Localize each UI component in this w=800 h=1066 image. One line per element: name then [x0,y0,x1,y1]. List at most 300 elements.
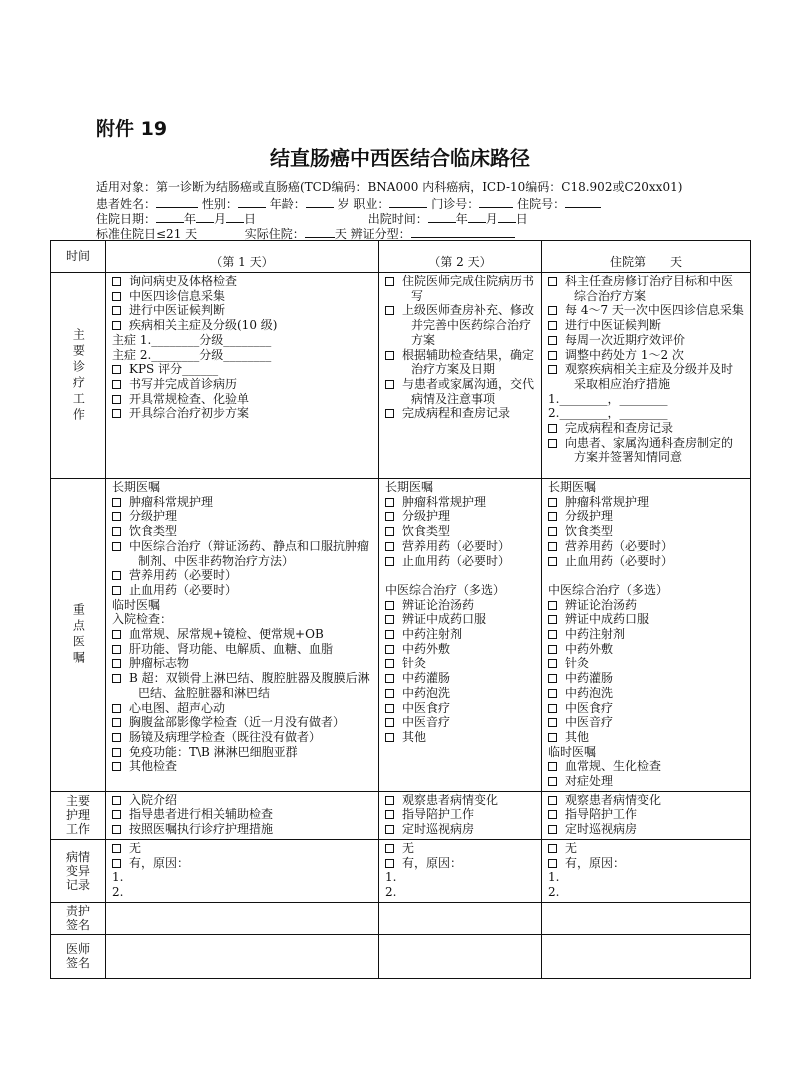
checkbox[interactable] [112,859,121,868]
item-text: 定时巡视病房 [402,822,475,837]
checklist-item [385,807,535,822]
doctor-sign-day2[interactable] [379,934,542,978]
checkbox[interactable] [548,498,557,507]
time-header: 时间 [51,241,106,273]
checkbox[interactable] [548,277,557,286]
checkbox[interactable] [385,796,394,805]
checkbox[interactable] [112,586,121,595]
days-unit: 天 [334,227,347,241]
checklist-item [112,656,372,671]
item-text: 中药泡洗 [565,685,614,700]
checklist-item [548,524,744,539]
checklist-item [112,362,372,377]
checklist-item [112,841,372,856]
checkbox[interactable] [548,777,557,786]
checkbox[interactable] [112,762,121,771]
item-text: 肠镜及病理学检查（既往没有做者） [129,729,322,744]
checklist-item [548,793,744,808]
item-text: 2.________，________ [548,406,668,421]
checklist-item [548,348,744,363]
item-text: 中药灌肠 [402,671,451,686]
doctor-sign-label: 医师签名 [51,934,106,978]
checkbox[interactable] [385,659,394,668]
checklist-item [548,774,744,789]
item-text: 开具常规检查、化验单 [129,391,250,406]
checklist-item [548,671,744,686]
checkbox[interactable] [385,512,394,521]
list-text [385,568,535,583]
checkbox[interactable] [385,718,394,727]
clinical-pathway-table [50,240,751,979]
nurse-sign-day1[interactable] [106,902,379,934]
checklist-item [112,730,372,745]
list-text [548,885,744,900]
checklist-item [548,715,744,730]
item-text: 完成病程和查房记录 [402,406,511,421]
checkbox[interactable] [548,601,557,610]
checklist-item [385,627,535,642]
checkbox[interactable] [548,674,557,683]
item-text: 有，原因： [129,855,190,870]
item-text: 1.________，________ [548,391,668,406]
item-text: 血常规、生化检查 [565,759,662,774]
checkbox[interactable] [548,424,557,433]
checkbox[interactable] [112,306,121,315]
checklist-item [385,554,535,569]
checkbox[interactable] [548,689,557,698]
item-text: 根据辅助检查结果，确定治疗方案及日期 [402,347,535,377]
checkbox[interactable] [112,365,121,374]
checklist-item [548,822,744,837]
item-text: 1. [112,870,124,885]
item-text: 血常规、尿常规+镜检、便常规+OB [129,627,324,642]
checklist-item [385,656,535,671]
checkbox[interactable] [385,557,394,566]
day-label: 日 [515,212,528,226]
patient-name-label: 患者姓名： [96,197,157,211]
item-text: 中医食疗 [565,700,614,715]
nurse-sign-dayn[interactable] [542,902,751,934]
item-text: 中药注射剂 [565,627,626,642]
checkbox[interactable] [548,527,557,536]
item-text: 进行中医证候判断 [129,303,226,318]
item-text: 主症 1.________分级________ [112,332,272,347]
checkbox[interactable] [112,810,121,819]
checkbox[interactable] [112,498,121,507]
month-label: 月 [214,212,227,226]
checkbox[interactable] [548,645,557,654]
checklist-item [385,793,535,808]
orders-dayn [542,479,751,792]
item-text: 肿瘤标志物 [129,656,190,671]
item-text: 饮食类型 [402,524,451,539]
item-text: 中医音疗 [402,715,451,730]
checkbox[interactable] [112,542,121,551]
day-label: 日 [244,212,257,226]
checklist-item [112,715,372,730]
item-text: 止血用药（必要时） [402,553,511,568]
checkbox[interactable] [112,395,121,404]
checklist-item [112,759,372,774]
checkbox[interactable] [112,718,121,727]
checklist-item [112,524,372,539]
item-text: 中药外敷 [565,641,614,656]
checklist-item [385,274,535,303]
checkbox[interactable] [112,748,121,757]
checkbox[interactable] [112,277,121,286]
gender-label: 性别： [201,197,238,211]
list-text [548,870,744,885]
checklist-item [385,856,535,871]
checklist-item [385,671,535,686]
item-text: 辨证中成药口服 [402,612,487,627]
checklist-item [385,730,535,745]
item-text: 观察疾病相关主症及分级并及时采取相应治疗措施 [565,362,734,391]
checkbox[interactable] [385,674,394,683]
item-text: 询问病史及体格检查 [129,274,238,288]
checkbox[interactable] [548,796,557,805]
item-text: 其他 [402,729,427,744]
main-work-day2 [379,273,542,479]
checkbox[interactable] [385,542,394,551]
admit-date-label: 住院日期： [96,212,157,226]
checklist-item [548,554,744,569]
variation-day2 [379,839,542,902]
checklist-item [112,583,372,598]
nursing-day2 [379,791,542,839]
checkbox[interactable] [385,844,394,853]
checklist-item [548,598,744,613]
list-text [112,885,372,900]
variation-label: 病情变异记录 [51,839,106,902]
item-text: B 超：双锁骨上淋巴结、腹腔脏器及腹膜后淋巴结、盆腔脏器和淋巴结 [129,671,370,700]
item-text: 1. [385,870,397,885]
checkbox[interactable] [385,277,394,286]
list-text [112,870,372,885]
variation-dayn [542,839,751,902]
checklist-item [112,701,372,716]
item-text: 无 [565,840,578,855]
standard-days: 标准住院日≤21 天 [96,227,198,241]
orders-day2 [379,479,542,792]
nursing-label: 主要护理工作 [51,791,106,839]
checkbox[interactable] [548,718,557,727]
main-work-dayn [542,273,751,479]
checkbox[interactable] [385,704,394,713]
checklist-item [112,568,372,583]
clinic-no-label: 门诊号： [431,197,480,211]
checklist-item [385,598,535,613]
item-text: 止血用药（必要时） [129,582,238,597]
item-text: 分级护理 [129,509,178,524]
item-text: 中医综合治疗（多选） [548,582,669,597]
checklist-item [385,495,535,510]
list-text [548,568,744,583]
item-text: 中医综合治疗（多选） [385,582,506,597]
item-text: 2. [112,884,124,899]
checkbox[interactable] [112,825,121,834]
checklist-item [112,793,372,808]
item-text: 住院医师完成住院病历书写 [402,274,535,303]
checklist-item [548,421,744,436]
item-text: 中医综合治疗（辩证汤药、静点和口服抗肿瘤制剂、中医非药物治疗方法） [129,538,370,568]
checklist-item [112,303,372,318]
item-text: 上级医师查房补充、修改并完善中医药综合治疗方案 [402,303,535,347]
checkbox[interactable] [385,859,394,868]
item-text: 饮食类型 [129,524,178,539]
item-text: KPS 评分______ [129,362,219,377]
item-text: 肿瘤科常规护理 [129,494,214,509]
checkbox[interactable] [385,689,394,698]
item-text: 开具综合治疗初步方案 [129,406,250,421]
checklist-item [112,807,372,822]
checkbox[interactable] [112,527,121,536]
checkbox[interactable] [385,409,394,418]
checklist-item [385,406,535,421]
item-text: 其他检查 [129,759,178,774]
item-text: 向患者、家属沟通科查房制定的方案并签署知情同意 [565,435,734,465]
checkbox[interactable] [112,844,121,853]
actual-days-label: 实际住院： [244,227,305,241]
syndrome-label: 辨证分型： [350,227,411,241]
checklist-item [112,274,372,289]
checkbox[interactable] [112,321,121,330]
list-text [112,598,372,613]
checkbox[interactable] [548,859,557,868]
item-text: 营养用药（必要时） [565,538,674,553]
attachment-number: 附件 19 [96,118,168,140]
checklist-item [548,318,744,333]
checkbox[interactable] [385,630,394,639]
item-text: 2. [385,884,397,899]
item-text: 中药外敷 [402,641,451,656]
item-text: 入院介绍 [129,792,178,807]
checklist-item [548,612,744,627]
checkbox[interactable] [548,704,557,713]
checklist-item [112,392,372,407]
checklist-item [548,642,744,657]
checklist-item [548,333,744,348]
checklist-item [548,436,744,465]
checkbox[interactable] [548,557,557,566]
item-text: 无 [129,840,142,855]
item-text: 对症处理 [565,774,614,789]
checklist-item [112,318,372,333]
checkbox[interactable] [385,380,394,389]
checkbox[interactable] [112,630,121,639]
item-text: 止血用药（必要时） [565,553,674,568]
checkbox[interactable] [385,351,394,360]
checklist-item [385,509,535,524]
checkbox[interactable] [385,810,394,819]
item-text: 中医食疗 [402,700,451,715]
checklist-item [385,539,535,554]
checkbox[interactable] [112,704,121,713]
checklist-item [548,686,744,701]
checklist-item [112,856,372,871]
checklist-item [112,406,372,421]
list-text [548,406,744,421]
checklist-item [112,627,372,642]
checkbox[interactable] [385,645,394,654]
item-text: 肿瘤科常规护理 [565,494,650,509]
age-unit: 岁 [337,197,350,211]
checklist-item [548,759,744,774]
checkbox[interactable] [548,306,557,315]
nursing-dayn [542,791,751,839]
checklist-item [112,509,372,524]
age-label: 年龄： [269,197,306,211]
day2-header: （第 2 天） [379,241,542,273]
checkbox[interactable] [112,512,121,521]
item-text: 长期医嘱 [112,480,161,494]
checkbox[interactable] [548,351,557,360]
checklist-item [548,730,744,745]
checklist-item [548,841,744,856]
checkbox[interactable] [548,630,557,639]
checkbox[interactable] [548,321,557,330]
applicable-target-line: 适用对象：第一诊断为结肠癌或直肠癌(TCD编码：BNA000 内科癌病，ICD-10编码：C18.902或C20xx01) [96,180,683,194]
checkbox[interactable] [385,825,394,834]
item-text: 观察患者病情变化 [565,792,662,807]
list-text [112,612,372,627]
nurse-sign-day2[interactable] [379,902,542,934]
item-text: 中医音疗 [565,715,614,730]
item-text: 每 4～7 天一次中医四诊信息采集 [565,303,744,318]
checkbox[interactable] [112,645,121,654]
checkbox[interactable] [112,674,121,683]
item-text: 定时巡视病房 [565,822,638,837]
checkbox[interactable] [548,659,557,668]
item-text: 完成病程和查房记录 [565,421,674,436]
day1-header: （第 1 天） [106,241,379,273]
item-text: 长期医嘱 [385,480,434,494]
checklist-item [112,822,372,837]
item-text: 书写并完成首诊病历 [129,376,238,391]
item-text: 进行中医证候判断 [565,318,662,333]
list-text [385,870,535,885]
list-text [385,480,535,495]
item-text: 针灸 [565,656,590,671]
checklist-item [385,612,535,627]
item-text: 长期医嘱 [548,480,597,494]
checkbox[interactable] [548,810,557,819]
item-text: 胸腹盆部影像学检查（近一月没有做者） [129,715,346,730]
checklist-item [548,856,744,871]
item-text: 指导患者进行相关辅助检查 [129,807,274,822]
list-text [112,333,372,348]
item-text: 其他 [565,729,590,744]
checkbox[interactable] [112,292,121,301]
checklist-item [385,715,535,730]
inpatient-no-label: 住院号： [517,197,566,211]
checkbox[interactable] [112,571,121,580]
item-text: 针灸 [402,656,427,671]
item-text: 辨证论治汤药 [565,597,638,612]
item-text: 无 [402,840,415,855]
checkbox[interactable] [112,409,121,418]
checkbox[interactable] [385,498,394,507]
doctor-sign-dayn[interactable] [542,934,751,978]
list-text [548,583,744,598]
item-text: 免疫功能：T\B 淋淋巴细胞亚群 [129,744,298,759]
list-text [112,348,372,363]
checkbox[interactable] [548,844,557,853]
item-text: 营养用药（必要时） [129,568,238,583]
checklist-item [385,642,535,657]
checkbox[interactable] [548,762,557,771]
item-text: 有，原因： [402,855,463,870]
checklist-item [112,745,372,760]
checkbox[interactable] [548,365,557,374]
item-text: 指导陪护工作 [565,807,638,822]
main-work-label: 主要诊疗工作 [51,273,106,479]
checkbox[interactable] [385,306,394,315]
checklist-item [112,671,372,700]
discharge-date-label: 出院时间： [367,212,428,226]
item-text: 观察患者病情变化 [402,792,499,807]
checklist-item [548,362,744,391]
item-text: 入院检查： [112,612,173,627]
checklist-item [548,303,744,318]
checkbox[interactable] [385,601,394,610]
list-text [548,392,744,407]
item-text: 有，原因： [565,855,626,870]
item-text: 肿瘤科常规护理 [402,494,487,509]
checklist-item [385,841,535,856]
list-text [548,745,744,760]
checkbox[interactable] [548,542,557,551]
checkbox[interactable] [112,733,121,742]
item-text: 按照医嘱执行诊疗护理措施 [129,822,274,837]
checkbox[interactable] [548,336,557,345]
item-text: 1. [548,870,560,885]
checklist-item [385,686,535,701]
year-label: 年 [184,212,197,226]
variation-day1 [106,839,379,902]
orders-day1 [106,479,379,792]
checkbox[interactable] [385,733,394,742]
item-text: 中药灌肠 [565,671,614,686]
orders-label: 重点医嘱 [51,479,106,792]
list-text [385,885,535,900]
list-text [112,480,372,495]
item-text: 辨证中成药口服 [565,612,650,627]
checklist-item [385,303,535,347]
item-text: 疾病相关主症及分级(10 级) [129,318,278,333]
checkbox[interactable] [112,796,121,805]
checkbox[interactable] [112,659,121,668]
item-text: 2. [548,884,560,899]
nurse-sign-label: 责护签名 [51,902,106,934]
checkbox[interactable] [548,733,557,742]
checkbox[interactable] [385,615,394,624]
checkbox[interactable] [385,527,394,536]
month-label: 月 [485,212,498,226]
checklist-item [548,539,744,554]
checkbox[interactable] [548,615,557,624]
checkbox[interactable] [548,439,557,448]
checklist-item [385,701,535,716]
checkbox[interactable] [112,380,121,389]
checkbox[interactable] [548,825,557,834]
checklist-item [548,656,744,671]
doctor-sign-day1[interactable] [106,934,379,978]
checkbox[interactable] [548,512,557,521]
item-text: 营养用药（必要时） [402,538,511,553]
checklist-item [385,524,535,539]
item-text: 分级护理 [402,509,451,524]
